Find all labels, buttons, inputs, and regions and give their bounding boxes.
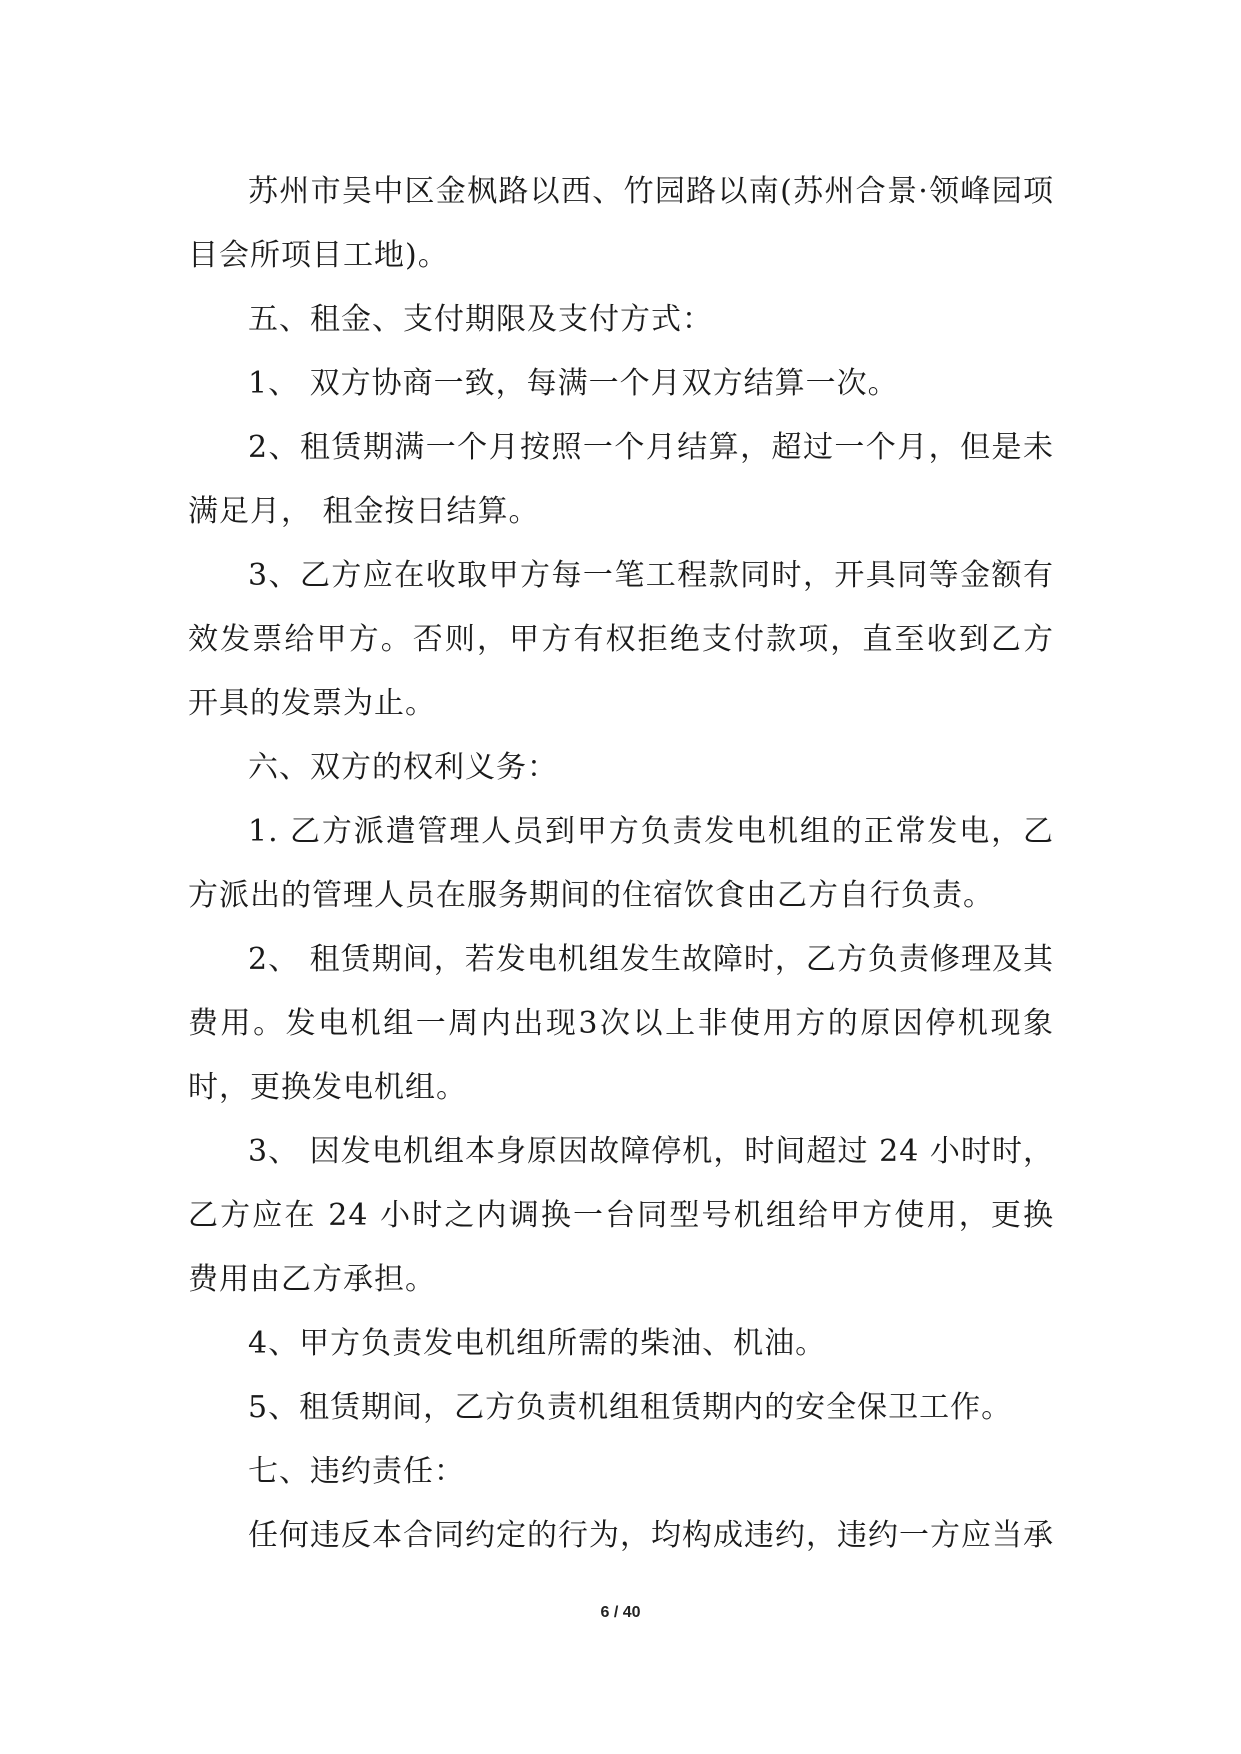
section-heading-rights-obligations: 六、双方的权利义务： [248,750,558,785]
clause-6-5: 5、租赁期间，乙方负责机组租赁期内的安全保卫工作。 [248,1390,1013,1425]
section-heading-breach-liability: 七、违约责任： [248,1454,465,1489]
clause-6-1: 1. 乙方派遣管理人员到甲方负责发电机组的正常发电，乙方派出的管理人员在服务期间的住宿饮食由乙方自行负责。 [188,814,1054,913]
document-body [188,160,1054,1568]
clause-5-1: 1、 双方协商一致，每满一个月双方结算一次。 [248,366,899,401]
page-number: 6 / 40 [600,1604,641,1621]
clause-5-2: 2、租赁期满一个月按照一个月结算，超过一个月，但是未满足月， 租金按日结算。 [188,430,1054,529]
clause-5-3: 3、乙方应在收取甲方每一笔工程款同时，开具同等金额有效发票给甲方。否则，甲方有权拒绝支付款项，直至收到乙方开具的发票为止。 [188,558,1054,721]
paragraph-project-address: 苏州市吴中区金枫路以西、竹园路以南(苏州合景·领峰园项目会所项目工地)。 [188,174,1054,273]
clause-7-text: 任何违反本合同约定的行为，均构成违约，违约一方应当承 [248,1518,1054,1553]
clause-6-4: 4、甲方负责发电机组所需的柴油、机油。 [248,1326,827,1361]
section-heading-rent-payment: 五、租金、支付期限及支付方式： [248,302,713,337]
clause-6-2: 2、 租赁期间，若发电机组发生故障时，乙方负责修理及其费用。发电机组一周内出现3次以上非使用方的原因停机现象时，更换发电机组。 [188,942,1054,1105]
clause-6-3: 3、 因发电机组本身原因故障停机，时间超过 24 小时时，乙方应在 24 小时之内调换一台同型号机组给甲方使用，更换费用由乙方承担。 [188,1134,1054,1297]
